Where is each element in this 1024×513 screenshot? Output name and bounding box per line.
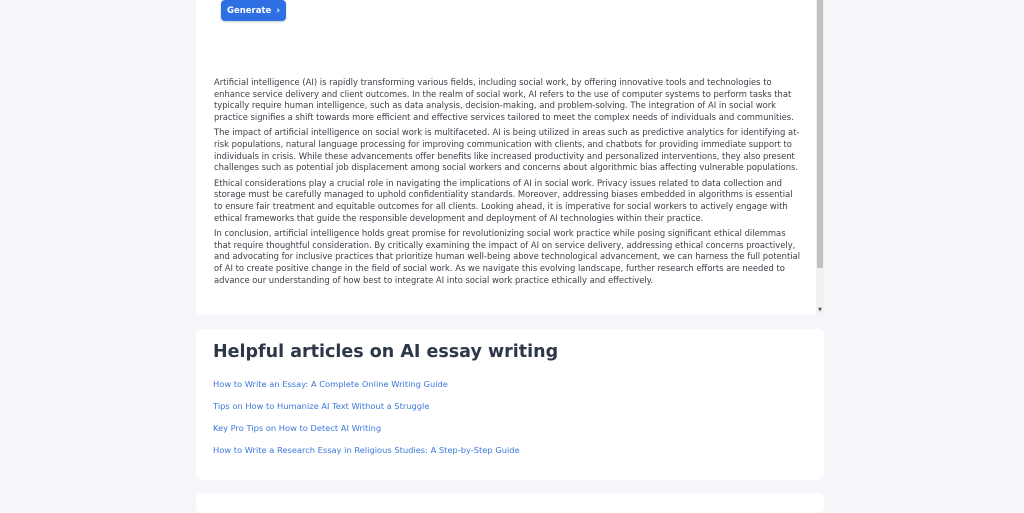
helpful-articles-card [196, 329, 824, 480]
scroll-down-arrow-icon[interactable]: ▼ [818, 307, 822, 313]
next-section-card [196, 493, 824, 513]
article-link-detect-ai[interactable]: Key Pro Tips on How to Detect AI Writing [213, 423, 382, 433]
article-link-humanize-ai[interactable]: Tips on How to Humanize AI Text Without a Struggle [213, 401, 430, 411]
essay-paragraph: Ethical considerations play a crucial role in navigating the implications of AI in social work. Privacy issues related to data collection and storage must be carefully managed to uphold confidentiality standards. Moreover, addressing biases embedded in algorithms is essential to ensure fair treatment and equitable outcomes for all clients. Looking ahead, it is imperative for social workers to actively engage with ethical frameworks that guide the responsible development and deployment of AI technologies within their practice. [214, 177, 793, 223]
generate-button-label: Generate [226, 5, 272, 16]
essay-paragraph: In conclusion, artificial intelligence holds great promise for revolutionizing social work practice while posing significant ethical dilemmas that require thoughtful consideration. By critically examining the impact of AI on service delivery, addressing ethical concerns proactively, and advocating for inclusive practices that prioritize human well-being above technological advancement, we can harness the full potential of AI to create positive change in the field of social work. As we navigate this evolving landscape, further research efforts are needed to advance our understanding of how best to integrate AI into social work practice ethically and effectively. [214, 228, 801, 285]
essay-text [214, 77, 802, 290]
essay-paragraph: Artificial intelligence (AI) is rapidly transforming various fields, including social work, by offering innovative tools and technologies to enhance service delivery and client outcomes. In the realm of social work, AI refers to the use of computer systems to perform tasks that typically require human intelligence, such as data analysis, decision-making, and problem-solving. The integration of AI in social work practice signifies a shift towards more efficient and effective services tailored to meet the complex needs of individuals and communities. [214, 77, 794, 122]
essay-scrollbar[interactable] [816, 0, 824, 315]
chevron-right-icon: › [276, 5, 281, 16]
article-link-essay-guide[interactable]: How to Write an Essay: A Complete Online Writing Guide [213, 379, 448, 389]
generate-button[interactable] [221, 0, 286, 21]
articles-title: Helpful articles on AI essay writing [213, 342, 559, 362]
article-link-research-essay[interactable]: How to Write a Research Essay in Religious Studies: A Step-by-Step Guide [213, 445, 520, 455]
essay-output-panel [196, 0, 824, 315]
essay-paragraph: The impact of artificial intelligence on social work is multifaceted. AI is being utilized in areas such as predictive analytics for identifying at-risk populations, natural language processing for improving communication with clients, and chatbots for providing immediate support to individuals in crisis. While these advancements offer benefits like increased productivity and personalized interventions, they also present challenges such as potential job displacement among social workers and concerns about algorithmic bias affecting vulnerable populations. [214, 127, 800, 173]
scrollbar-thumb[interactable] [817, 0, 823, 268]
